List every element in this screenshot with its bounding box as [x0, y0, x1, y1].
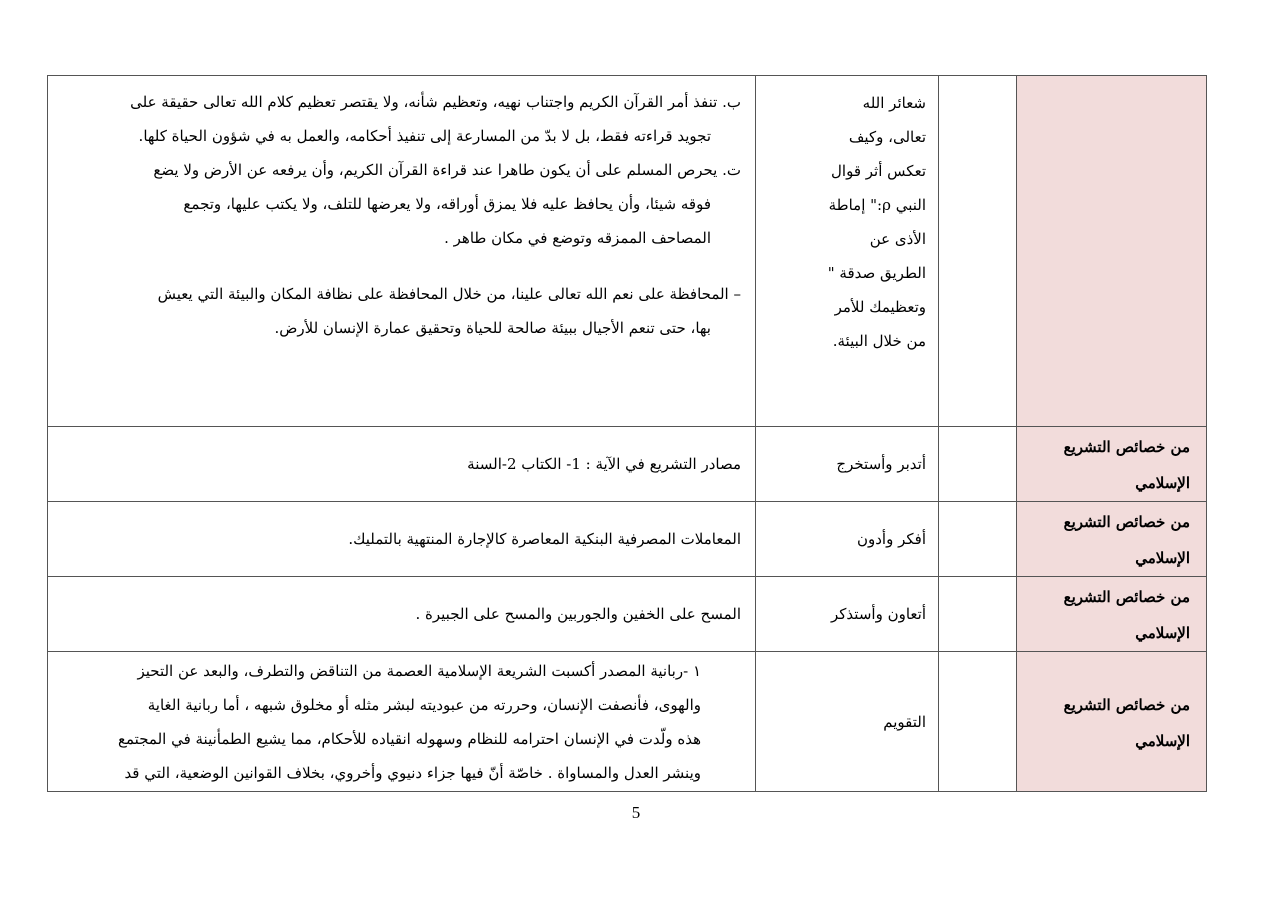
skill-cell [756, 76, 939, 427]
skill-line: شعائر الله [862, 94, 926, 112]
topic-cell [1017, 76, 1207, 427]
blank-cell [939, 577, 1017, 652]
content-line: – المحافظة على نعم الله تعالى علينا، من خلال المحافظة على نظافة المكان والبيئة التي يعيش [157, 285, 741, 303]
content-line: هذه ولّدت في الإنسان احترامه للنظام وسهوله انقياده للأحكام، مما يشيع الطمأنينة في المجتمع [118, 730, 701, 748]
skill-cell: أتعاون وأستذكر [756, 577, 939, 652]
skill-cell: التقويم [756, 652, 939, 792]
content-line: بها، حتى تنعم الأجيال ببيئة صالحة للحياة وتحقيق عمارة الإنسان للأرض. [274, 319, 711, 337]
skill-line: تعكس أثر قوال [831, 162, 926, 180]
blank-cell [939, 427, 1017, 502]
blank-cell [939, 652, 1017, 792]
skill-line: تعالى، وكيف [848, 128, 926, 146]
blank-cell [939, 502, 1017, 577]
blank-cell [939, 76, 1017, 427]
content-cell: المسح على الخفين والجوربين والمسح على الجبيرة . [48, 577, 756, 652]
content-line: ١ -ربانية المصدر أكسبت الشريعة الإسلامية العصمة من التناقض والتطرف، والبعد عن التحيز [137, 662, 701, 680]
content-table [47, 75, 1207, 792]
content-line: ت. يحرص المسلم على أن يكون طاهرا عند قراءة القرآن الكريم، وأن يرفعه عن الأرض ولا يضع [153, 161, 741, 179]
table-row [48, 427, 1207, 502]
topic-cell: من خصائص التشريع الإسلامي [1017, 577, 1207, 652]
topic-cell: من خصائص التشريع الإسلامي [1017, 652, 1207, 792]
content-cell [48, 76, 756, 427]
content-cell: المعاملات المصرفية البنكية المعاصرة كالإجارة المنتهية بالتمليك. [48, 502, 756, 577]
content-cell [48, 652, 756, 792]
table-row [48, 502, 1207, 577]
table-row [48, 76, 1207, 427]
page-number: 5 [631, 803, 641, 822]
content-line: فوقه شيئا، وأن يحافظ عليه فلا يمزق أوراقه، ولا يعرضها للتلف، ولا يكتب عليها، وتجمع [183, 195, 711, 213]
skill-cell: أفكر وأدون [756, 502, 939, 577]
topic-cell: من خصائص التشريع الإسلامي [1017, 427, 1207, 502]
content-cell: مصادر التشريع في الآية : 1- الكتاب 2-السنة [48, 427, 756, 502]
table-row [48, 577, 1207, 652]
skill-line: النبي ρ:" إماطة [828, 196, 926, 214]
skill-cell: أتدبر وأستخرج [756, 427, 939, 502]
content-line: تجويد قراءته فقط، بل لا بدّ من المسارعة إلى تنفيذ أحكامه، والعمل به في شؤون الحياة كلها. [138, 127, 711, 145]
skill-line: من خلال البيئة. [832, 332, 926, 350]
content-line: والهوى، فأنصفت الإنسان، وحررته من عبوديته لبشر مثله أو مخلوق شبهه ، أما ربانية الغاية [147, 696, 701, 714]
content-line: ب. تنفذ أمر القرآن الكريم واجتناب نهيه، وتعظيم شأنه، ولا يقتصر تعظيم كلام الله تعالى حقيقة على [130, 93, 741, 111]
skill-line: وتعظيمك للأمر [834, 298, 926, 316]
table-row [48, 652, 1207, 792]
skill-line: الطريق صدقة " [827, 264, 926, 282]
content-line: وينشر العدل والمساواة . خاصّة أنّ فيها جزاء دنيوي وأخروي، بخلاف القوانين الوضعية، التي قد [124, 764, 701, 782]
content-line: المصاحف الممزقه وتوضع في مكان طاهر . [444, 229, 711, 247]
topic-cell: من خصائص التشريع الإسلامي [1017, 502, 1207, 577]
skill-line: الأذى عن [869, 230, 926, 248]
